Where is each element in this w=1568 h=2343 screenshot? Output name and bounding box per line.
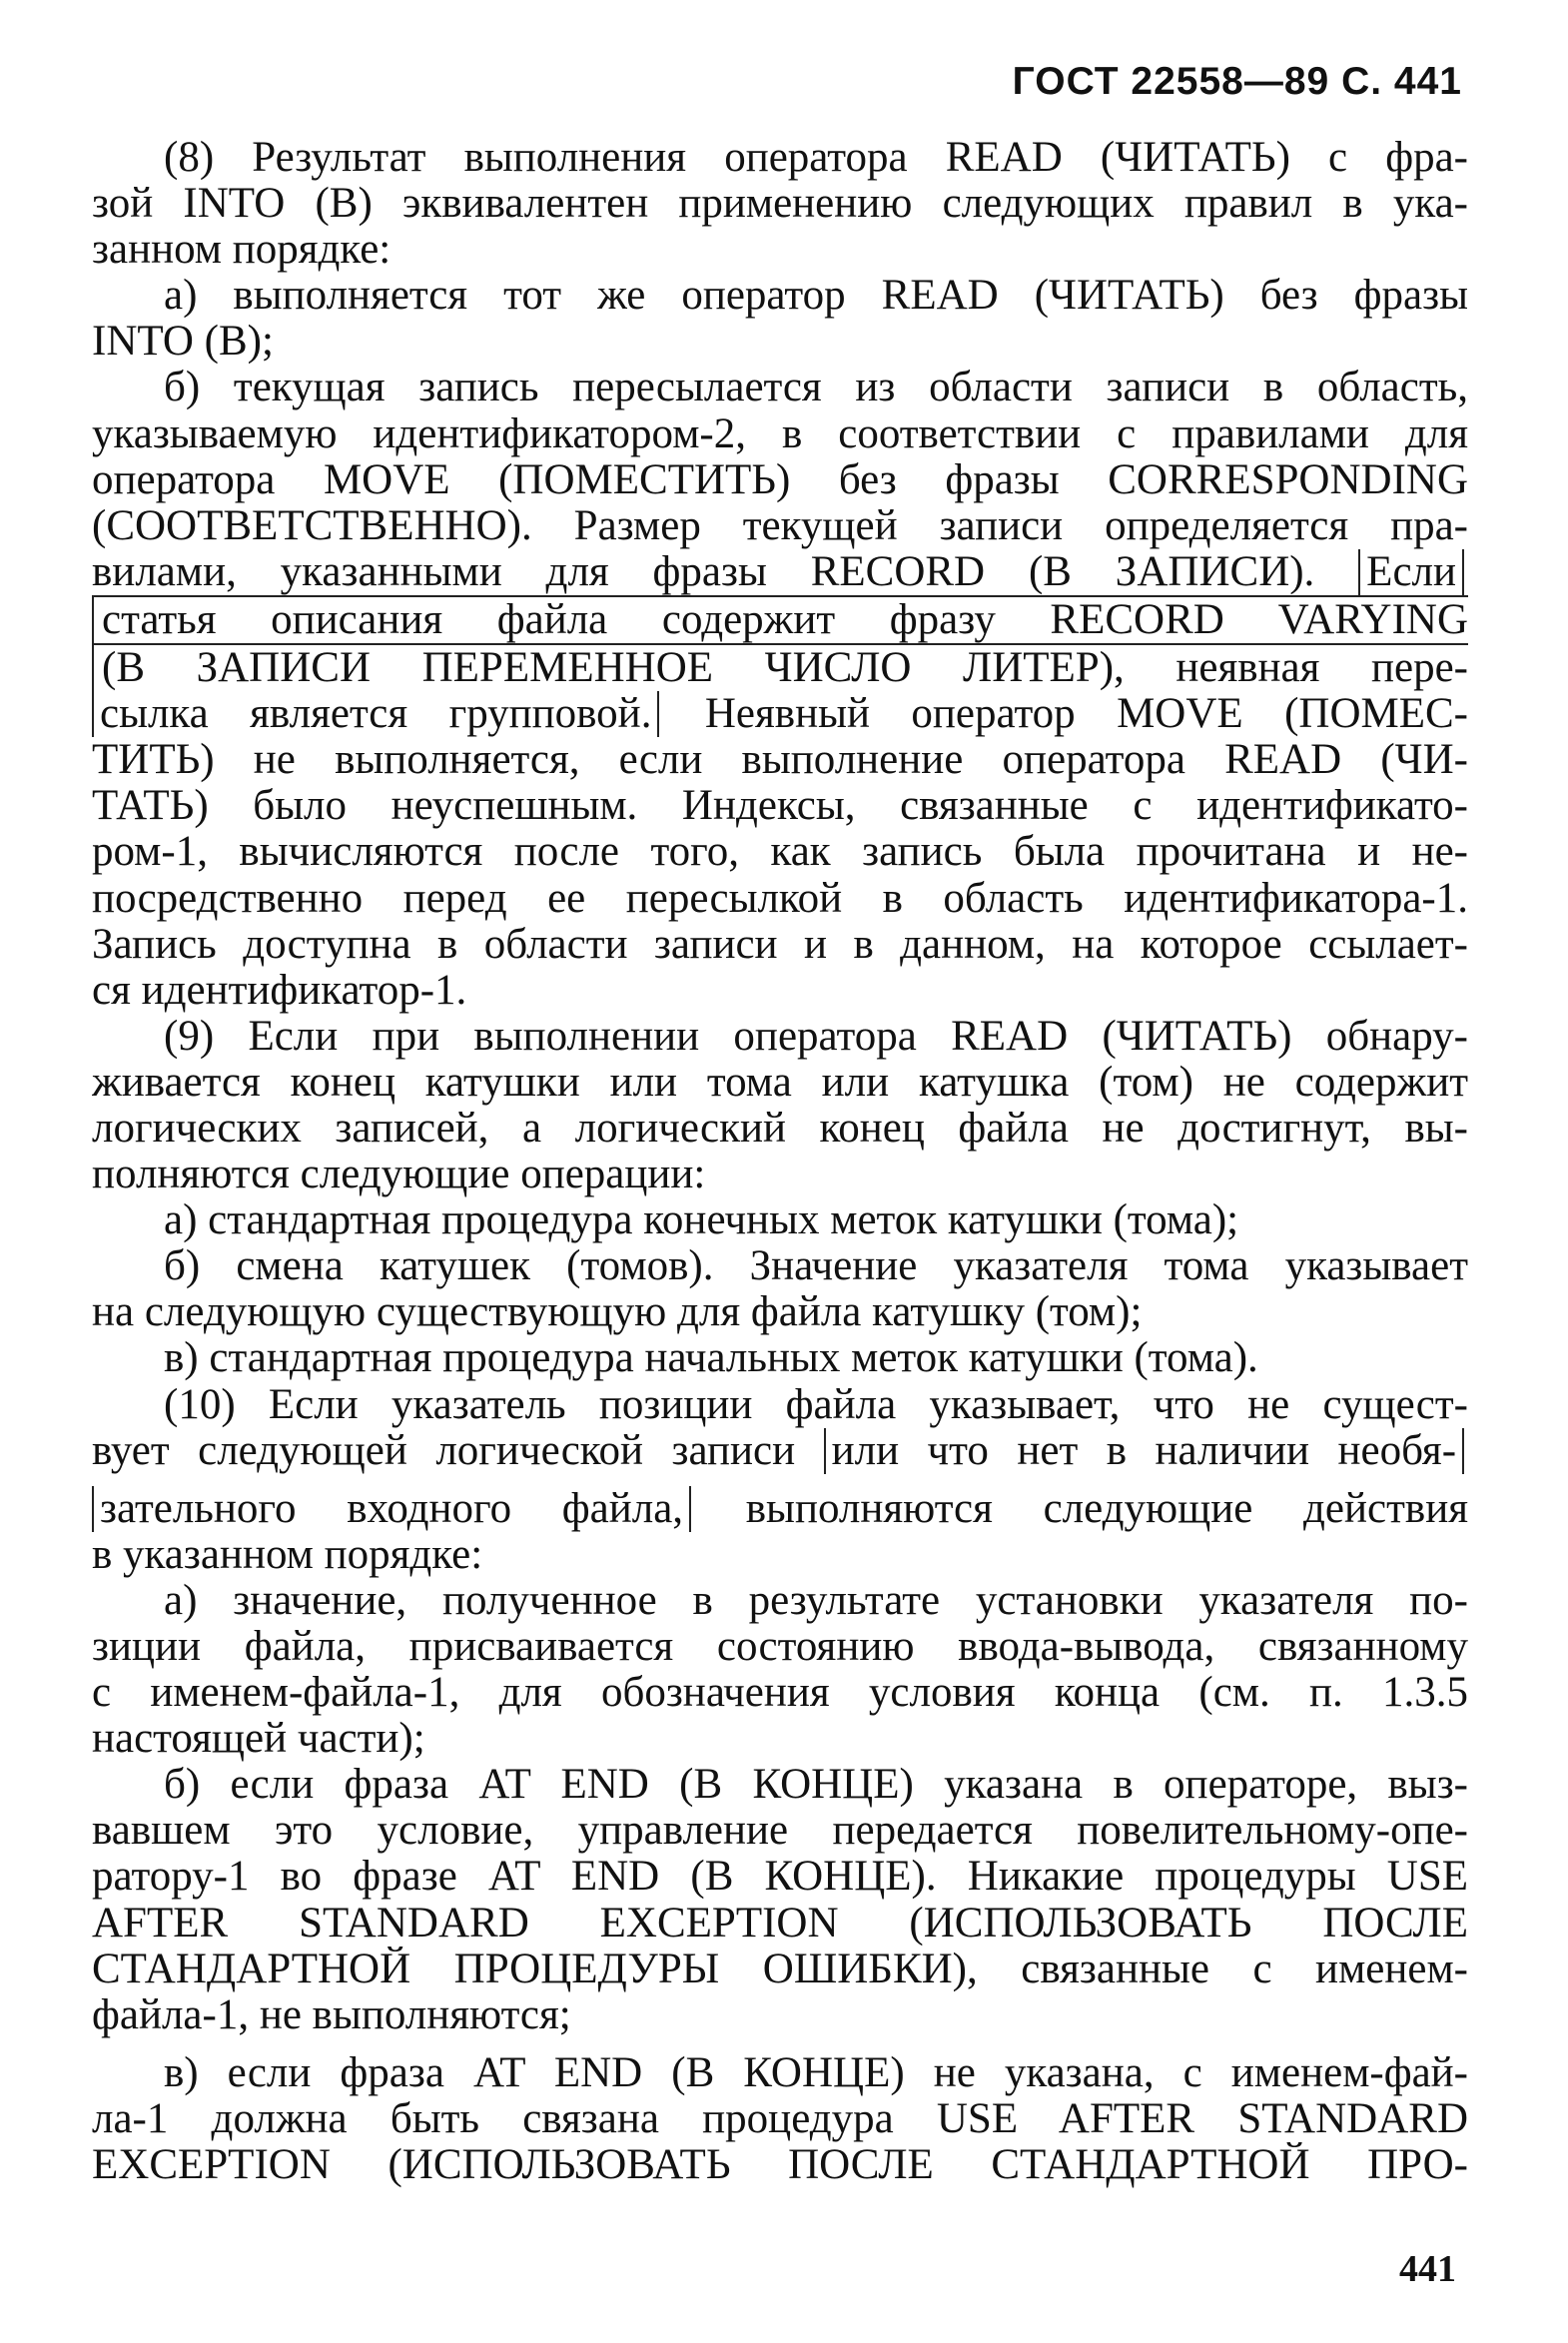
text-line: занном порядке: bbox=[92, 227, 392, 274]
text-line: зиции файла, присваивается состоянию ввода-вывода, связанному bbox=[92, 1624, 1468, 1670]
text-line: с именем-файла-1, для обозначения условия конца (см. п. 1.3.5 bbox=[92, 1670, 1468, 1717]
text-line: INTO (В); bbox=[92, 319, 274, 366]
text-fragment: Неявный оператор MOVE (ПОМЕС- bbox=[704, 691, 1468, 738]
text-line: в) стандартная процедура начальных меток катушки (тома). bbox=[164, 1335, 1258, 1382]
inserted-text-box: сылка является групповой. bbox=[92, 691, 659, 737]
text-line: СТАНДАРТНОЙ ПРОЦЕДУРЫ ОШИБКИ), связанные с именем- bbox=[92, 1946, 1468, 1992]
text-line: а) значение, полученное в результате установки указателя по- bbox=[164, 1577, 1468, 1624]
text-line: б) текущая запись пересылается из области записи в область, bbox=[164, 365, 1468, 411]
text-line: полняются следующие операции: bbox=[92, 1152, 706, 1198]
text-line-mixed bbox=[92, 1428, 1468, 1474]
text-line: зой INTO (В) эквивалентен применению следующих правил в ука- bbox=[92, 181, 1468, 228]
inserted-text-box: Если bbox=[1358, 549, 1464, 595]
text-line-mixed bbox=[92, 1486, 1468, 1532]
text-line: ла-1 должна быть связана процедура USE AFTER STANDARD bbox=[92, 2095, 1468, 2142]
running-header: ГОСТ 22558—89 С. 441 bbox=[1012, 60, 1462, 103]
text-fragment: вует следующей логической записи bbox=[92, 1427, 796, 1474]
text-line: EXCEPTION (ИСПОЛЬЗОВАТЬ ПОСЛЕ СТАНДАРТНОЙ ПРО- bbox=[92, 2142, 1468, 2189]
text-line: а) стандартная процедура конечных меток катушки (тома); bbox=[164, 1197, 1239, 1244]
text-line: б) смена катушек (томов). Значение указателя тома указывает bbox=[164, 1243, 1468, 1290]
text-line: (9) Если при выполнении оператора READ (ЧИТАТЬ) обнару- bbox=[164, 1013, 1468, 1060]
text-fragment: выполняются следующие действия bbox=[745, 1485, 1468, 1532]
spacer bbox=[92, 2038, 1468, 2050]
text-line: файла-1, не выполняются; bbox=[92, 1991, 571, 2038]
text-line: на следующую существующую для файла катушку (том); bbox=[92, 1289, 1143, 1336]
boxed-line: (В ЗАПИСИ ПЕРЕМЕННОЕ ЧИСЛО ЛИТЕР), неявная пере- bbox=[92, 643, 1468, 691]
inserted-text-box: или что нет в наличии необя- bbox=[824, 1428, 1464, 1474]
text-line: ся идентификатор-1. bbox=[92, 967, 467, 1014]
text-line: живается конец катушки или тома или катушка (том) не содержит bbox=[92, 1059, 1468, 1106]
text-line: вавшем это условие, управление передается повелительному-опе- bbox=[92, 1808, 1468, 1855]
text-line: (8) Результат выполнения оператора READ (ЧИТАТЬ) с фра- bbox=[164, 135, 1468, 181]
spacer bbox=[92, 1474, 1468, 1486]
document-body bbox=[92, 135, 1468, 2188]
inserted-text-box: зательного входного файла, bbox=[92, 1486, 691, 1532]
text-line: посредственно перед ее пересылкой в область идентификатора-1. bbox=[92, 875, 1468, 922]
text-line: ТАТЬ) было неуспешным. Индексы, связанные с идентификато- bbox=[92, 783, 1468, 830]
text-fragment: вилами, указанными для фразы RECORD (В ЗАПИСИ). bbox=[92, 548, 1315, 595]
text-line: в) если фраза AT END (В КОНЦЕ) не указана, с именем-фай- bbox=[164, 2049, 1468, 2096]
text-line: ратору-1 во фразе AT END (В КОНЦЕ). Никакие процедуры USE bbox=[92, 1854, 1468, 1901]
text-line: ТИТЬ) не выполняется, если выполнение оператора READ (ЧИ- bbox=[92, 737, 1468, 784]
text-line: логических записей, а логический конец файла не достигнут, вы- bbox=[92, 1105, 1468, 1152]
boxed-line: статья описания файла содержит фразу RECORD VARYING bbox=[92, 595, 1468, 643]
text-line: AFTER STANDARD EXCEPTION (ИСПОЛЬЗОВАТЬ ПОСЛЕ bbox=[92, 1900, 1468, 1947]
text-line: а) выполняется тот же оператор READ (ЧИТАТЬ) без фразы bbox=[164, 273, 1468, 320]
text-line: (10) Если указатель позиции файла указывает, что не сущест- bbox=[164, 1381, 1468, 1428]
text-line: указываемую идентификатором-2, в соответствии с правилами для bbox=[92, 410, 1468, 457]
text-line-mixed bbox=[92, 691, 1468, 737]
text-line: в указанном порядке: bbox=[92, 1531, 483, 1578]
page-number: 441 bbox=[1399, 2248, 1456, 2290]
text-line: оператора MOVE (ПОМЕСТИТЬ) без фразы CORRESPONDING bbox=[92, 456, 1468, 503]
text-line-mixed bbox=[92, 549, 1468, 595]
text-line: Запись доступна в области записи и в данном, на которое ссылает- bbox=[92, 921, 1468, 968]
text-line: (СООТВЕТСТВЕННО). Размер текущей записи определяется пра- bbox=[92, 502, 1468, 549]
text-line: настоящей части); bbox=[92, 1716, 425, 1763]
text-line: ром-1, вычисляются после того, как запись была прочитана и не- bbox=[92, 829, 1468, 876]
text-line: б) если фраза AT END (В КОНЦЕ) указана в операторе, выз- bbox=[164, 1762, 1468, 1809]
